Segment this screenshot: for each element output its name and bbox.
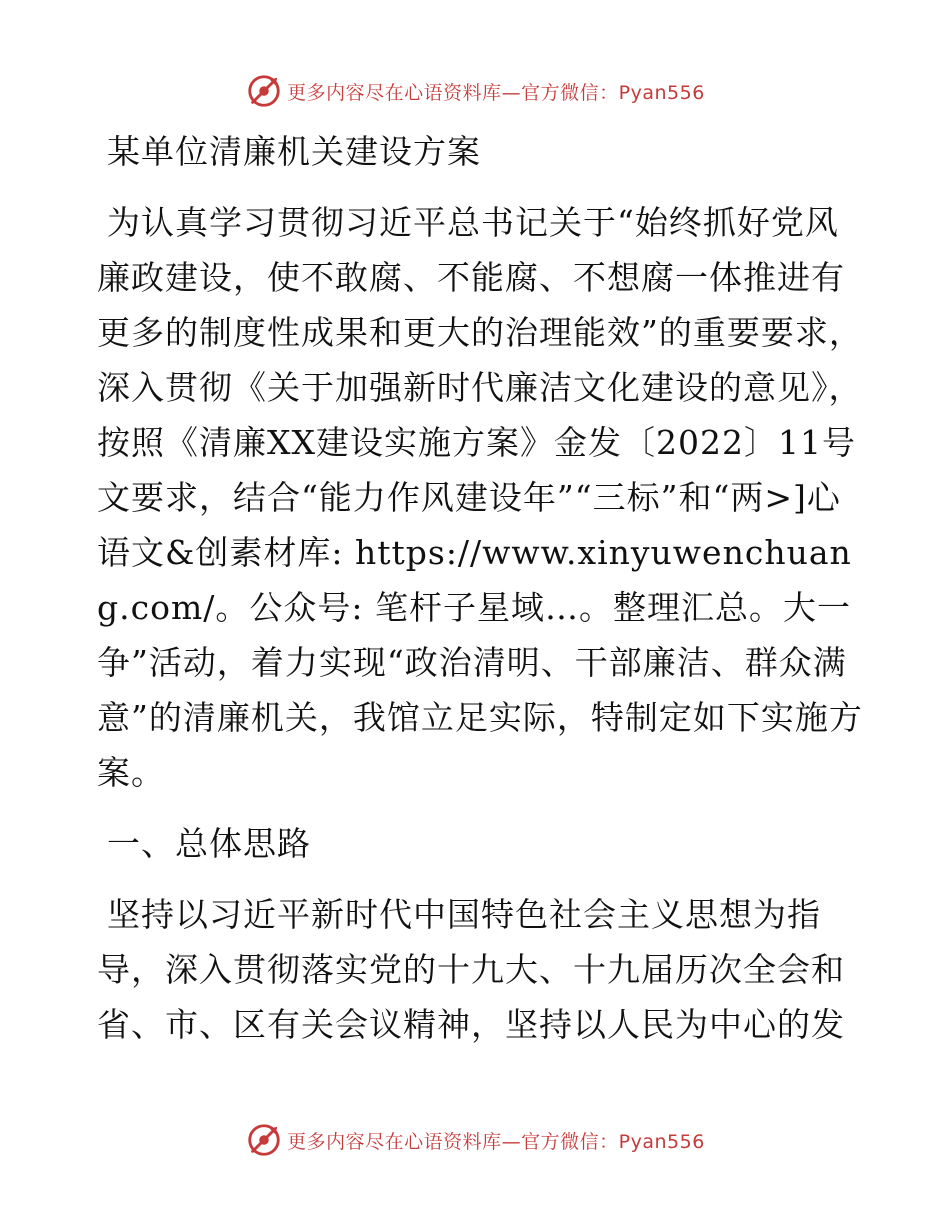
brand-logo-icon [245,1121,283,1159]
intro-paragraph: 为认真学习贯彻习近平总书记关于“始终抓好党风廉政建设，使不敢腐、不能腐、不想腐一体推进有更多的制度性成果和更大的治理能效”的重要要求，深入贯彻《关于加强新时代廉洁文化建设的意见》，按照《清廉XX建设实施方案》金发〔2022〕11号文要求，结合“能力作风建设年”“三标”和“两>]心语文&创素材库: https://www.xinyuwenchuang.com/。公众号: 笔杆子星域…。整理汇总。大一争”活动，着力实现“政治清明、干部廉洁、群众满意”的清廉机关，我馆立足实际，特制定如下实施方案。 [97,203,863,792]
watermark-text: 更多内容尽在心语资料库—官方微信：Pyan556 [287,81,705,104]
document-body [97,124,867,1052]
document-title: 某单位清廉机关建设方案 [107,132,481,171]
header-watermark-banner [0,69,950,113]
watermark-text: 更多内容尽在心语资料库—官方微信：Pyan556 [287,1130,705,1153]
body-paragraph: 坚持以习近平新时代中国特色社会主义思想为指导，深入贯彻落实党的十九大、十九届历次全会和省、市、区有关会议精神，坚持以人民为中心的发 [97,895,845,1044]
section-heading: 一、总体思路 [107,824,311,863]
brand-logo-icon [245,72,283,110]
footer-watermark-banner [0,1118,950,1162]
